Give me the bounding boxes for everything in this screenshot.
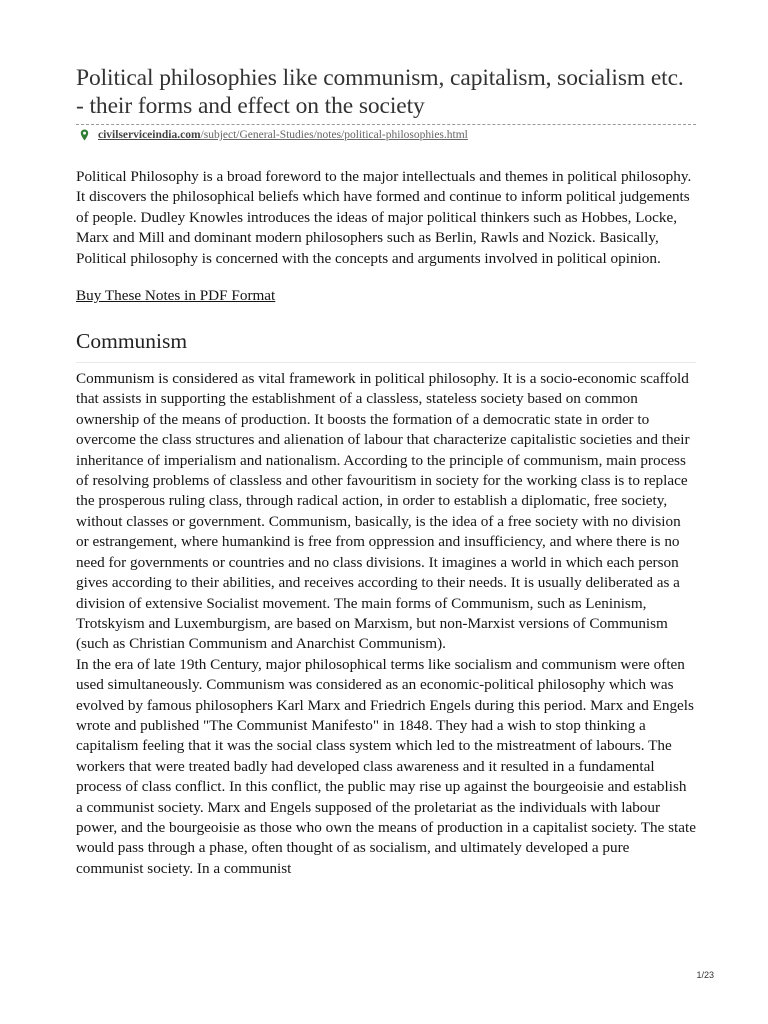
source-domain-link[interactable]: civilserviceindia.com: [98, 129, 201, 141]
document-title: Political philosophies like communism, capitalism, socialism etc. - their forms and effect on the society: [76, 65, 684, 119]
source-url-row: [76, 124, 696, 143]
body-paragraph: In the era of late 19th Century, major philosophical terms like socialism and communism were often used simultaneously. Communism was considered as an economic-political philosophy which was evolved by famous philosophers Karl Marx and Friedrich Engels during this period. Marx and Engels wrote and published "The Communist Manifesto" in 1848. They had a wish to stop thinking a capitalism feeling that it was the social class system which led to the mistreatment of labours. The workers that were treated badly had developed class awareness and it resulted in a fundamental process of class conflict. In this conflict, the public may rise up against the bourgeoisie and establish a communist society. Marx and Engels supposed of the proletariat as the individuals with labour power, and the bourgeoisie as those who own the means of production in a capitalist society. The state would pass through a phase, often thought of as socialism, and ultimately developed a pure communist society. In a communist: [76, 655, 696, 877]
intro-paragraph: Political Philosophy is a broad foreword to the major intellectuals and themes in political philosophy. It discovers the philosophical beliefs which have formed and continue to inform political judgements of people. Dudley Knowles introduces the ideas of major political thinkers such as Hobbes, Locke, Marx and Mill and dominant modern philosophers such as Berlin, Rawls and Nozick. Basically, Political philosophy is concerned with the concepts and arguments involved in political opinion.: [76, 168, 692, 267]
section-heading-communism: Communism: [76, 326, 696, 363]
body-paragraph: Communism is considered as vital framework in political philosophy. It is a socio-economic scaffold that assists in supporting the establishment of a classless, stateless society based on common ownership of the means of production. It boosts the formation of a democratic state in order to overcome the class structures and alienation of labour that characterize capitalistic societies and their inheritance of imperialism and nationalism. According to the principle of communism, main process of resolving problems of classless and other favouritism in society for the working class is to replace the prosperous ruling class, through radical action, in order to establish a diplomatic, free society, without classes or government. Communism, basically, is the idea of a free society with no division or estrangement, where humankind is free from oppression and insufficiency, and where there is no need for governments or countries and no class divisions. It imagines a world in which each person gives according to their abilities, and receives according to their needs. It is usually deliberated as a division of extensive Socialist movement. The main forms of Communism, such as Leninism, Trotskyism and Luxemburgism, are based on Marxism, but non-Marxist versions of Communism (such as Christian Communism and Anarchist Communism).: [76, 370, 690, 653]
source-path-link[interactable]: /subject/General-Studies/notes/political-philosophies.html: [200, 129, 468, 141]
document-page: [76, 64, 696, 879]
map-pin-icon: [80, 129, 89, 141]
page-number: 1/23: [696, 970, 714, 980]
buy-pdf-link[interactable]: Buy These Notes in PDF Format: [76, 287, 276, 305]
